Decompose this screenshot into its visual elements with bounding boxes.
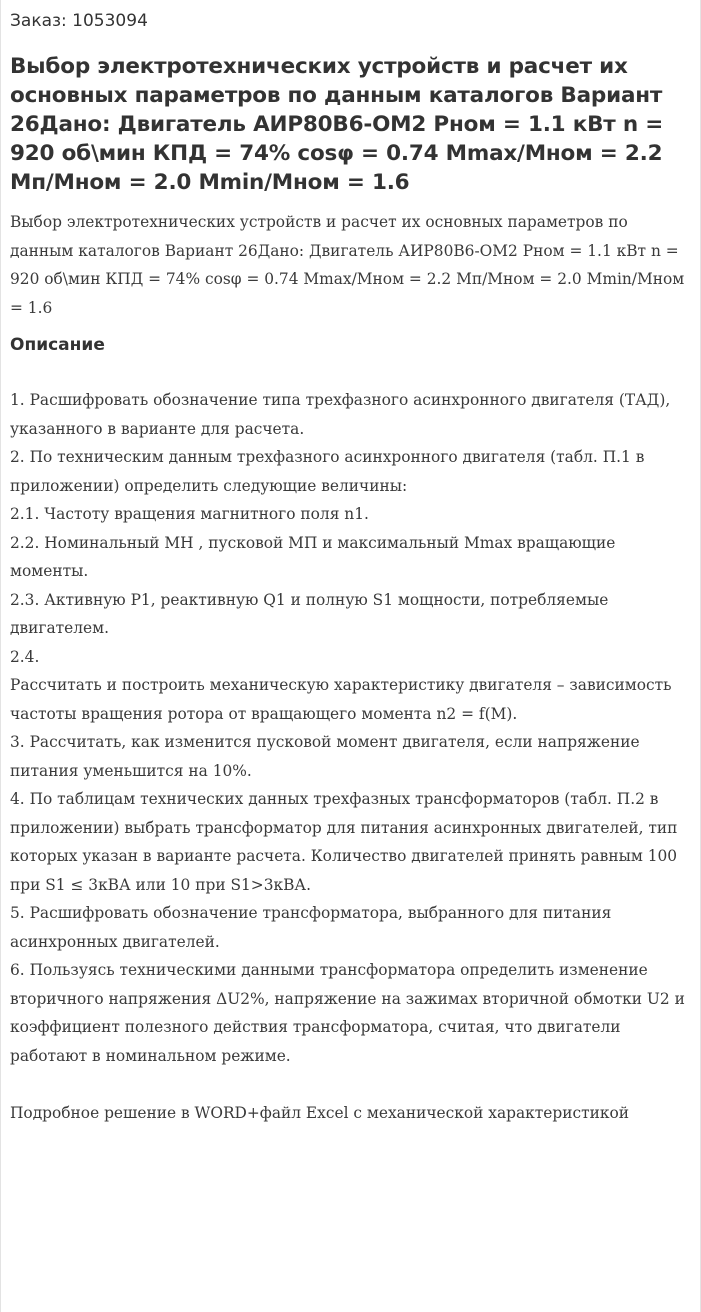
- spacer: [10, 1070, 692, 1099]
- page-subtitle: Выбор электротехнических устройств и расчет их основных параметров по данным каталогов Вариант 26Дано: Двигатель АИР80В6-ОМ2 Рном = 1.1 кВт n = 920 об\мин КПД = 74% cosφ = 0.74 Mmax/Mном = 2.2 Mп/Mном = 2.0 Mmin/Mном = 1.6: [10, 213, 685, 317]
- task-item: 5. Расшифровать обозначение трансформатора, выбранного для питания асинхронных двигателей.: [10, 904, 612, 951]
- page-title: Выбор электротехнических устройств и расчет их основных параметров по данным каталогов Вариант 26Дано: Двигатель АИР80В6-ОМ2 Рном = 1.1 кВт n = 920 об\мин КПД = 74% cosφ = 0.74 Mmax/Mном = 2.2 Mп/Mном = 2.0 Mmin/Mном = 1.6: [10, 54, 664, 195]
- task-item: 2.2. Номинальный MН , пусковой MП и максимальный Mmax вращающие моменты.: [10, 533, 616, 580]
- task-item: 2.4.: [10, 647, 40, 666]
- task-item: 2.3. Активную P1, реактивную Q1 и полную S1 мощности, потребляемые двигателем.: [10, 590, 609, 637]
- description-body: [10, 386, 692, 1127]
- order-number: Заказ: 1053094: [10, 11, 148, 31]
- description-heading: Описание: [10, 335, 105, 355]
- task-item: 4. По таблицам технических данных трехфазных трансформаторов (табл. П.2 в приложении) выбрать трансформатор для питания асинхронных двигателей, тип которых указан в варианте расчета. Количество двигателей принять равным 100 при S1 ≤ 3кВА или 10 при S1>3кВА.: [10, 790, 678, 894]
- solution-note: Подробное решение в WORD+файл Excel с механической характеристикой: [10, 1103, 630, 1122]
- task-item: 1. Расшифровать обозначение типа трехфазного асинхронного двигателя (ТАД), указанного в варианте для расчета.: [10, 391, 671, 438]
- task-item: 2.1. Частоту вращения магнитного поля n1.: [10, 505, 369, 523]
- task-item: Рассчитать и построить механическую характеристику двигателя – зависимость частоты вращения ротора от вращающего момента n2 = f(M).: [10, 676, 672, 723]
- task-item: 2. По техническим данным трехфазного асинхронного двигателя (табл. П.1 в приложении) определить следующие величины:: [10, 448, 645, 495]
- task-item: 3. Рассчитать, как изменится пусковой момент двигателя, если напряжение питания уменьшится на 10%.: [10, 733, 640, 780]
- task-item: 6. Пользуясь техническими данными трансформатора определить изменение вторичного напряжения ΔU2%, напряжение на зажимах вторичной обмотки U2 и коэффициент полезного действия трансформатора, считая, что двигатели работают в номинальном режиме.: [10, 961, 685, 1065]
